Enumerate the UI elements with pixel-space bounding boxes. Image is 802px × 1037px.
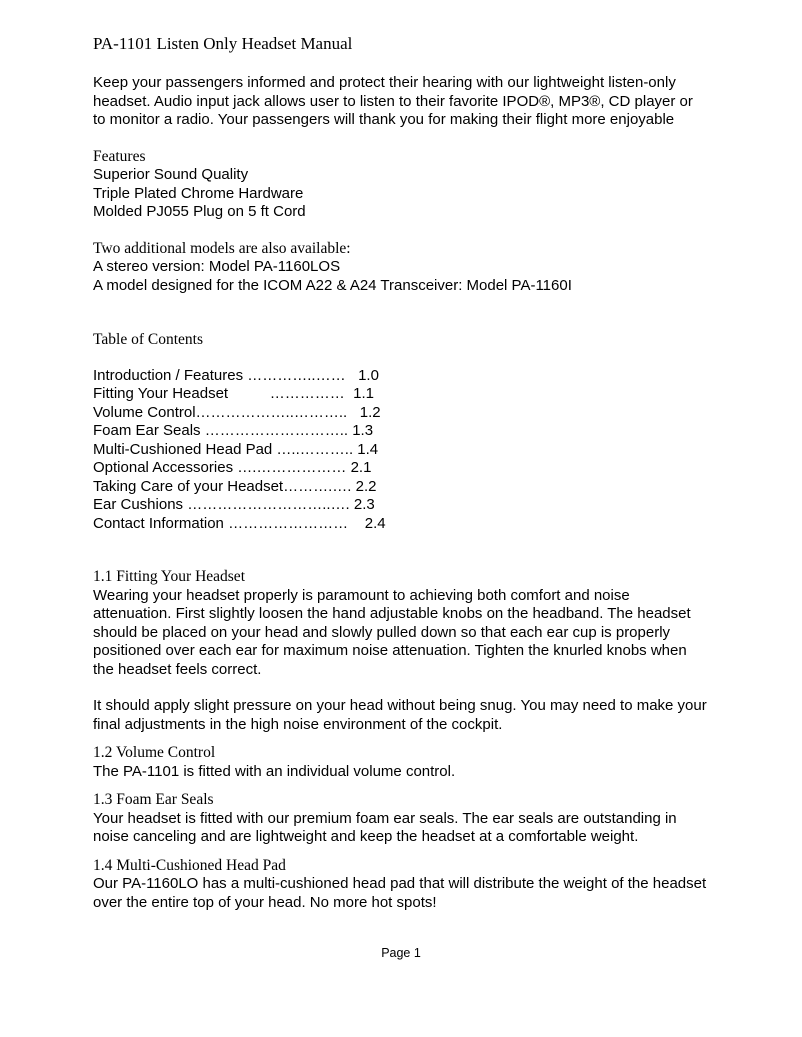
toc-entry-ear-cushions: Ear Cushions ………………………..…. 2.3 [93,496,375,513]
toc-entry-head-pad: Multi-Cushioned Head Pad …..……….. 1.4 [93,440,379,458]
section-fitting-your-headset [93,568,707,734]
features-section [93,148,707,222]
feature-item: Triple Plated Chrome Hardware [93,184,304,202]
toc-entry-introduction: Introduction / Features …………..…… 1.0 [93,366,379,384]
models-section [93,240,707,296]
section-foam-ear-seals [93,791,707,847]
section-heading: 1.4 Multi-Cushioned Head Pad [93,856,286,874]
intro-paragraph: Keep your passengers informed and protect their hearing with our lightweight listen-only headset. Audio input jack allows user to listen to their favorite IPOD®, MP3®, CD player or to monitor a radio. Your passengers will thank you for making their flight more enjoyable [93,74,693,128]
table-of-contents [93,367,707,534]
section-paragraph: The PA-1101 is fitted with an individual volume control. [93,762,456,780]
models-heading: Two additional models are also available: [93,239,351,257]
features-heading: Features [93,147,146,165]
page-title: PA-1101 Listen Only Headset Manual [93,34,353,53]
section-head-pad [93,857,707,913]
model-item: A model designed for the ICOM A22 & A24 Transceiver: Model PA-1160I [93,276,572,294]
toc-entry-accessories: Optional Accessories ….……………… 2.1 [93,459,372,476]
section-paragraph: Wearing your headset properly is paramount to achieving both comfort and noise attenuation. First slightly loosen the hand adjustable knobs on the headband. The headset should be placed on your head and slowly pulled down so that each ear cup is properly positioned over each ear for maximum noise attenuation. Tighten the knurled knobs when the headset feels correct. [93,586,691,678]
section-paragraph: It should apply slight pressure on your head without being snug. You may need to make your final adjustments in the high noise environment of the cockpit. [93,697,707,733]
toc-heading: Table of Contents [93,331,203,348]
section-paragraph: Your headset is fitted with our premium foam ear seals. The ear seals are outstanding in noise canceling and are lightweight and keep the headset at a comfortable weight. [93,809,677,845]
section-paragraph: Our PA-1160LO has a multi-cushioned head pad that will distribute the weight of the headset over the entire top of your head. No more hot spots! [93,875,707,911]
section-heading: 1.1 Fitting Your Headset [93,568,245,585]
toc-entry-volume: Volume Control………………..……….. 1.2 [93,403,381,421]
toc-entry-contact: Contact Information …………………… 2.4 [93,514,386,532]
toc-entry-fitting: Fitting Your Headset …………… 1.1 [93,385,374,402]
section-heading: 1.2 Volume Control [93,744,216,761]
feature-item: Superior Sound Quality [93,166,249,183]
section-volume-control [93,744,707,781]
feature-item: Molded PJ055 Plug on 5 ft Cord [93,203,306,220]
toc-entry-taking-care: Taking Care of your Headset……….…. 2.2 [93,477,377,495]
page-number: Page 1 [381,946,421,960]
toc-entry-foam-ear-seals: Foam Ear Seals ……………………….. 1.3 [93,422,374,439]
model-item: A stereo version: Model PA-1160LOS [93,258,341,275]
section-heading: 1.3 Foam Ear Seals [93,791,214,808]
